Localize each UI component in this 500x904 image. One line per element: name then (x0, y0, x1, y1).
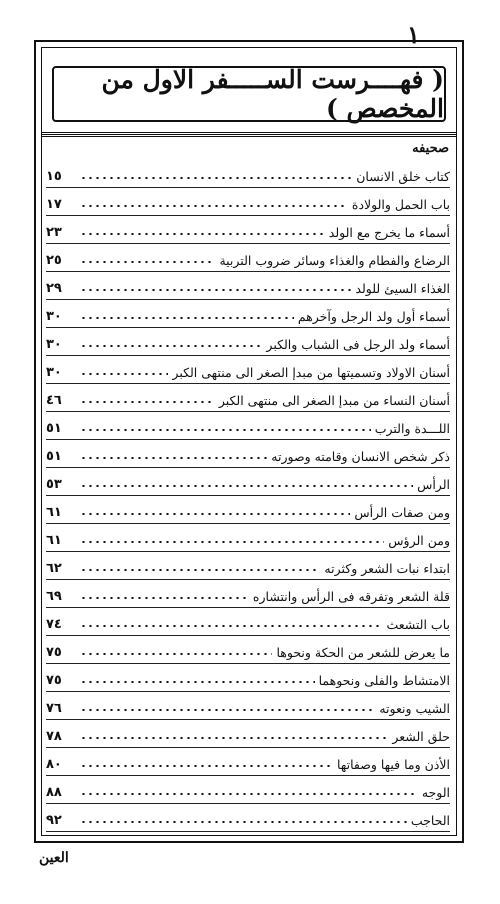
toc-entry-title: الغذاء السيئ للولد (355, 281, 450, 296)
toc-row (46, 804, 450, 832)
dot-leader (80, 485, 413, 487)
toc-row (46, 244, 450, 272)
dot-leader (80, 709, 375, 711)
toc-page-number: ٣٠ (46, 365, 62, 380)
toc-row (46, 272, 450, 300)
toc-row (46, 748, 450, 776)
dot-leader (80, 457, 267, 459)
dot-leader (80, 401, 215, 403)
toc-entry-title: باب الحمل والولادة (351, 197, 450, 212)
toc-entry-title: أسماء أول ولد الرجل وآخرهم (297, 309, 450, 324)
dot-leader (80, 541, 384, 543)
toc-row (46, 412, 450, 440)
toc-page-number: ٣٠ (46, 337, 62, 352)
toc-page-number: ٥١ (46, 449, 62, 464)
toc-entry-title: أسماء ما يخرج مع الولد (328, 225, 450, 240)
toc-entry-title: الرضاع والفطام والغذاء وسائر ضروب التربية (219, 253, 450, 268)
dot-leader (80, 597, 249, 599)
dot-leader (80, 681, 315, 683)
toc-row (46, 776, 450, 804)
dot-leader (80, 821, 407, 823)
page-number: ١ (407, 20, 420, 49)
dot-leader (80, 177, 352, 179)
dot-leader (80, 765, 333, 767)
dot-leader (80, 233, 325, 235)
toc-row (46, 328, 450, 356)
toc-page-number: ٦٢ (46, 561, 62, 576)
toc-page-number: ٧٦ (46, 701, 62, 716)
toc-entry-title: الرأس (417, 477, 450, 492)
toc-entry-title: الامتشاط والفلى ونحوهما (318, 673, 450, 688)
toc-row (46, 188, 450, 216)
toc-row (46, 580, 450, 608)
toc-page-number: ٦١ (46, 533, 62, 548)
page-title: ( فهــــرست الســـــفر الاول من المخصص ) (101, 65, 444, 123)
dot-leader (80, 289, 351, 291)
toc-entry-title: الشيب ونعوته (379, 701, 450, 716)
dot-leader (80, 373, 168, 375)
toc-row (46, 300, 450, 328)
toc-row (46, 636, 450, 664)
toc-entry-title: قلة الشعر وتفرقه فى الرأس وانتشاره (252, 589, 450, 604)
toc-row (46, 692, 450, 720)
toc-entry-title: باب التشعث (386, 617, 450, 632)
toc-page-number: ١٥ (46, 169, 62, 184)
title-box (52, 66, 446, 122)
toc-page-number: ٧٨ (46, 729, 62, 744)
dot-leader (80, 793, 418, 795)
hatched-divider (42, 131, 456, 137)
column-header: صحيفه (412, 141, 449, 156)
dot-leader (80, 317, 294, 319)
toc-entry-title: كتاب خلق الانسان (356, 169, 450, 184)
toc-row (46, 216, 450, 244)
dot-leader (80, 429, 371, 431)
toc-page-number: ٤٦ (46, 393, 62, 408)
toc-row (46, 356, 450, 384)
toc-row (46, 496, 450, 524)
toc-page-number: ٢٥ (46, 253, 62, 268)
toc-page-number: ٧٥ (46, 673, 62, 688)
toc-row (46, 468, 450, 496)
toc-entry-title: ذكر شخص الانسان وقامته وصورته (271, 449, 450, 464)
toc-entry-title: الحاجب (410, 813, 450, 828)
toc-page-number: ٣٠ (46, 309, 62, 324)
toc-entry-title: ومن صفات الرأس (354, 505, 450, 520)
toc-entry-title: أسنان النساء من مبدإ الصغر الى منتهى الكبر (218, 393, 450, 408)
toc-page-number: ٩٢ (46, 813, 62, 828)
table-of-contents (46, 160, 450, 832)
toc-row (46, 524, 450, 552)
toc-page-number: ٧٤ (46, 617, 62, 632)
toc-page-number: ٢٩ (46, 281, 62, 296)
toc-entry-title: ابتداء نبات الشعر وكثرته (324, 561, 450, 576)
toc-entry-title: الوجه (421, 785, 450, 800)
toc-page-number: ٥٣ (46, 477, 62, 492)
toc-page-number: ٧٥ (46, 645, 62, 660)
dot-leader (80, 625, 382, 627)
dot-leader (80, 261, 215, 263)
toc-row (46, 552, 450, 580)
toc-page-number: ٥١ (46, 421, 62, 436)
dot-leader (80, 513, 350, 515)
toc-entry-title: أسماء ولد الرجل فى الشباب والكبر (266, 337, 450, 352)
catchword: العين (39, 850, 69, 866)
dot-leader (80, 205, 348, 207)
dot-leader (80, 737, 388, 739)
toc-entry-title: ومن الرؤس (388, 533, 450, 548)
toc-entry-title: الأذن وما فيها وصفاتها (337, 757, 450, 772)
dot-leader (80, 653, 272, 655)
toc-row (46, 608, 450, 636)
toc-page-number: ٦٩ (46, 589, 62, 604)
toc-page-number: ٢٣ (46, 225, 62, 240)
toc-row (46, 720, 450, 748)
toc-entry-title: أسنان الاولاد وتسميتها من مبدإ الصغر الى منتهى الكبر (172, 365, 450, 380)
toc-row (46, 384, 450, 412)
toc-row (46, 664, 450, 692)
toc-page-number: ٨٠ (46, 757, 62, 772)
toc-page-number: ٨٨ (46, 785, 62, 800)
toc-row (46, 440, 450, 468)
toc-entry-title: ما يعرض للشعر من الحكة ونحوها (276, 645, 450, 660)
toc-page-number: ٦١ (46, 505, 62, 520)
toc-entry-title: حلق الشعر (392, 729, 450, 744)
toc-page-number: ١٧ (46, 197, 62, 212)
dot-leader (80, 345, 262, 347)
toc-row (46, 160, 450, 188)
dot-leader (80, 569, 320, 571)
toc-entry-title: اللـــدة والترب (374, 421, 450, 436)
